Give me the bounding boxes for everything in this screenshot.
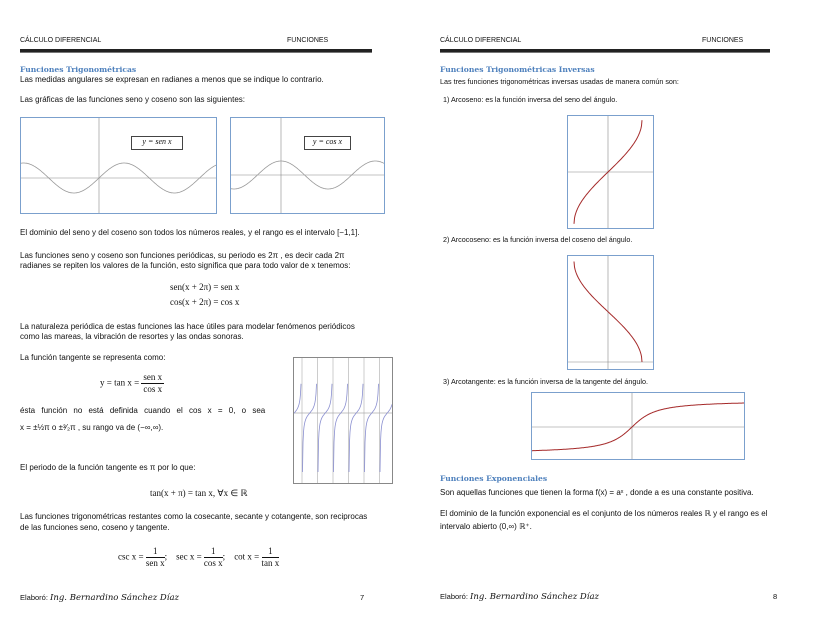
paragraph: como las mareas, la vibración de resortes y las ondas sonoras. — [20, 332, 244, 341]
paragraph: El dominio del seno y del coseno son todos los números reales, y el rango es el intervalo [−1,1]. — [20, 228, 360, 237]
section-heading: Funciones Trigonométricas — [20, 65, 137, 74]
equation-tangent — [100, 372, 164, 395]
equation-cosine-period: cos(x + 2π) = cos x — [170, 297, 240, 307]
paragraph: El periodo de la función tangente es π por lo que: — [20, 463, 196, 472]
csc-lhs: csc x = — [118, 551, 144, 562]
arcsine-graph — [567, 115, 654, 229]
list-item: 1) Arcoseno: es la función inversa del seno del ángulo. — [443, 95, 618, 104]
csc-num: 1 — [146, 546, 165, 558]
footer-label: Elaboró: — [440, 592, 468, 601]
footer — [440, 592, 599, 602]
header-rule — [20, 49, 372, 53]
page-number: 8 — [773, 592, 778, 601]
sine-graph — [20, 117, 217, 214]
tangent-graph — [293, 357, 393, 484]
paragraph: Las medidas angulares se expresan en radianes a menos que se indique lo contrario. — [20, 75, 324, 84]
separator: ; — [164, 551, 168, 562]
footer-label: Elaboró: — [20, 593, 48, 602]
footer — [20, 593, 179, 603]
cosine-label: y = cos x — [304, 136, 351, 150]
paragraph: La función tangente se representa como: — [20, 353, 166, 362]
sec-num: 1 — [204, 546, 223, 558]
paragraph: La naturaleza periódica de estas funciones las hace útiles para modelar fenómenos periódicos — [20, 322, 355, 331]
footer-author: Ing. Bernardino Sánchez Díaz — [50, 593, 179, 603]
paragraph: de las funciones seno, coseno y tangente. — [20, 523, 170, 532]
arctangent-curve — [532, 393, 744, 459]
equation-reciprocals — [118, 546, 279, 569]
paragraph: Las tres funciones trigonométricas inversas usadas de manera común son: — [440, 77, 679, 86]
equation-sine-period: sen(x + 2π) = sen x — [170, 282, 240, 292]
arctangent-graph — [531, 392, 745, 460]
list-item: 3) Arcotangente: es la función inversa de la tangente del ángulo. — [443, 377, 648, 386]
tangent-curve — [294, 358, 392, 483]
paragraph: El dominio de la función exponencial es el conjunto de los números reales ℝ y el rango es el — [440, 509, 768, 518]
paragraph: Las funciones trigonométricas restantes como la cosecante, secante y cotangente, son reciprocas — [20, 512, 368, 521]
paragraph: Las gráficas de las funciones seno y coseno son las siguientes: — [20, 95, 246, 104]
tan-lhs: y = tan x = — [100, 377, 140, 388]
separator: ; — [222, 551, 226, 562]
header-topic: FUNCIONES — [702, 37, 744, 44]
list-item: 2) Arcocoseno: es la función inversa del coseno del ángulo. — [443, 235, 633, 244]
footer-author: Ing. Bernardino Sánchez Díaz — [470, 592, 599, 602]
sine-curve — [21, 118, 216, 213]
paragraph: Son aquellas funciones que tienen la forma f(x) = aˣ , donde a es una constante positiva. — [440, 488, 754, 497]
tan-numerator: sen x — [143, 372, 163, 382]
section-heading: Funciones Trigonométricas Inversas — [440, 65, 595, 74]
cosine-graph — [230, 117, 385, 214]
header-rule — [440, 49, 770, 53]
cot-lhs: cot x = — [234, 551, 260, 562]
cosine-curve — [231, 118, 384, 213]
cot-den: tan x — [261, 558, 280, 568]
page-number: 7 — [360, 593, 365, 602]
header-topic: FUNCIONES — [287, 37, 329, 44]
sec-den: cos x — [203, 558, 223, 568]
cot-num: 1 — [262, 546, 280, 558]
tan-denominator: cos x — [143, 384, 163, 394]
sec-lhs: sec x = — [176, 551, 202, 562]
paragraph: ésta función no está definida cuando el cos x = 0, o sea — [20, 406, 266, 415]
csc-den: sen x — [145, 558, 165, 568]
paragraph: intervalo abierto (0,∞) ℝ⁺. — [440, 522, 532, 531]
arccosine-curve — [568, 256, 653, 369]
tangent-line — [294, 384, 392, 472]
arcsine-curve — [568, 116, 653, 228]
arccosine-graph — [567, 255, 654, 370]
sine-label: y = sen x — [131, 136, 183, 150]
paragraph: Las funciones seno y coseno son funciones periódicas, su periodo es 2π , es decir cada 2π — [20, 251, 345, 260]
equation-tangent-period: tan(x + π) = tan x, ∀x ∈ ℝ — [150, 488, 248, 498]
header-course: CÁLCULO DIFERENCIAL — [440, 37, 522, 44]
paragraph: x = ±½π o ±³⁄₂π , su rango va de (−∞,∞). — [20, 423, 164, 432]
section-heading: Funciones Exponenciales — [440, 474, 548, 483]
paragraph: radianes se repiten los valores de la función, esto significa que para todo valor de x tenemos: — [20, 261, 351, 270]
header-course: CÁLCULO DIFERENCIAL — [20, 37, 102, 44]
